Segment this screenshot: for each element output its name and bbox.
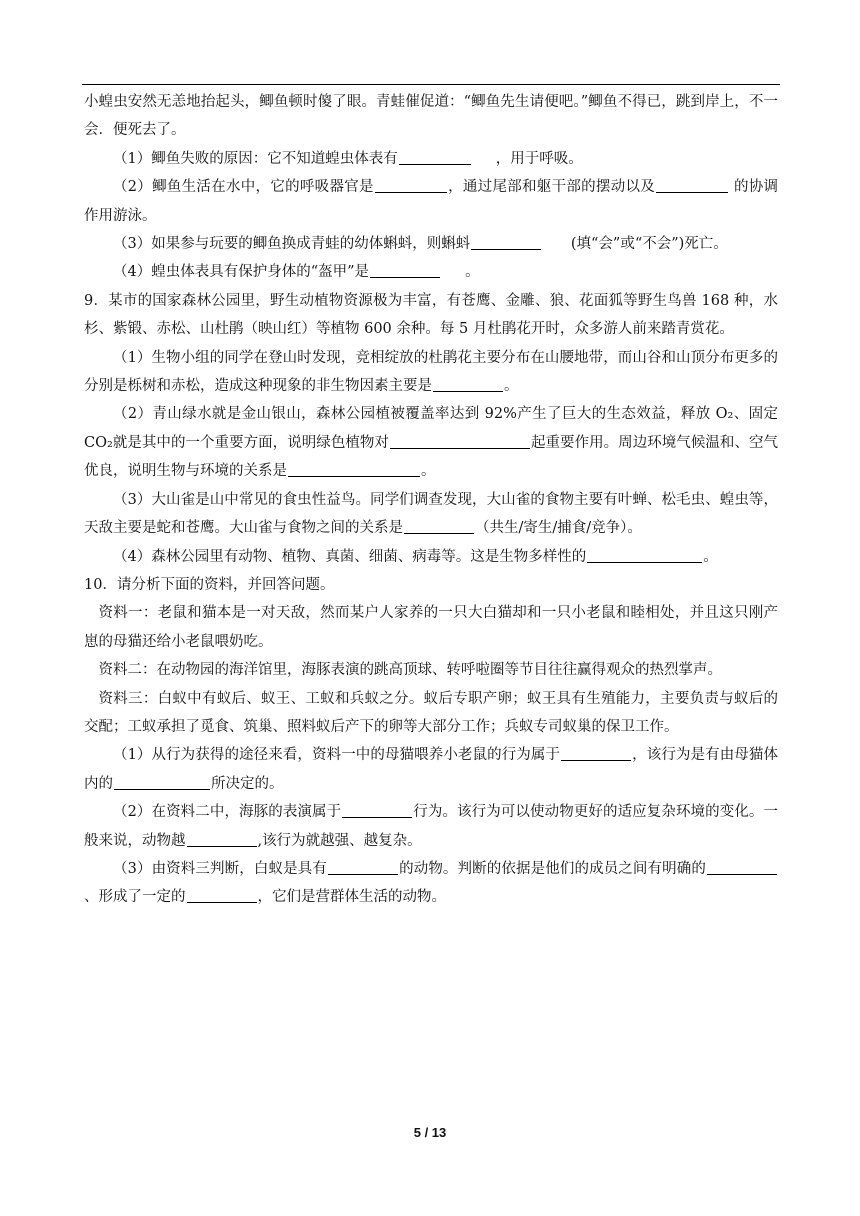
material-1: 资料一：老鼠和猫本是一对天敌，然而某户人家养的一只大白猫却和一只小老鼠和睦相处，并且这只刚产崽的母猫还给小老鼠喂奶吃。	[84, 605, 778, 650]
answer-blank[interactable]	[288, 462, 420, 478]
material-2: 资料二：在动物园的海洋馆里，海豚表演的跳高顶球、转呼啦圈等节目往往赢得观众的热烈掌声。	[98, 662, 722, 679]
question-10-stem: 10．请分析下面的资料，并回答问题。	[84, 576, 335, 593]
answer-blank[interactable]	[404, 519, 474, 535]
answer-blank[interactable]	[375, 178, 447, 194]
question-10-1: （1）从行为获得的途径来看，资料一中的母猫喂养小老鼠的行为属于 ，该行为是有由母猫体内的 所决定的。	[84, 747, 778, 792]
answer-blank[interactable]	[656, 178, 728, 194]
question-9-3: （3）大山雀是山中常见的食虫性益鸟。同学们调查发现，大山雀的食物主要有叶蝉、松毛虫、蝗虫等，天敌主要是蛇和苍鹰。大山雀与食物之间的关系是 （共生/寄生/捕食/竞争）。	[84, 491, 778, 537]
answer-blank[interactable]	[342, 803, 412, 819]
answer-blank[interactable]	[370, 263, 440, 279]
answer-blank[interactable]	[561, 746, 631, 762]
answer-blank[interactable]	[114, 774, 210, 790]
question-8-1: （1）鲫鱼失败的原因：它不知道蝗虫体表有 ，用于呼吸。	[113, 150, 583, 167]
document-body	[84, 88, 778, 912]
answer-blank[interactable]	[471, 235, 541, 251]
question-8-4: （4）蝗虫体表具有保护身体的“盔甲”是 。	[113, 264, 480, 281]
answer-blank[interactable]	[587, 547, 702, 563]
paragraph-story-end: 小蝗虫安然无恙地抬起头，鲫鱼顿时傻了眼。青蛙催促道：“鲫鱼先生请便吧。”鲫鱼不得已，跳到岸上，不一会．便死去了。	[84, 94, 778, 139]
answer-blank[interactable]	[187, 831, 257, 847]
question-9-2: （2）青山绿水就是金山银山，森林公园植被覆盖率达到 92%产生了巨大的生态效益，释放 O₂、固定 CO₂就是其中的一个重要方面，说明绿色植物对 起重要作用。周边环境气候温和、空气优良，说明生物与环境的关系是 。	[84, 406, 779, 480]
question-9-4: （4）森林公园里有动物、植物、真菌、细菌、病毒等。这是生物多样性的 。	[113, 548, 718, 565]
question-8-2: （2）鲫鱼生活在水中，它的呼吸器官是 ，通过尾部和躯干部的摆动以及 的协调作用游泳。	[84, 179, 779, 224]
answer-blank[interactable]	[328, 859, 398, 875]
question-9-1: （1）生物小组的同学在登山时发现，竞相绽放的杜鹃花主要分布在山腰地带，而山谷和山顶分布更多的分别是栎树和赤松，造成这种现象的非生物因素主要是 。	[84, 349, 778, 395]
header-rule	[82, 84, 780, 85]
question-10-2: （2）在资料二中，海豚的表演属于 行为。该行为可以使动物更好的适应复杂环境的变化。一般来说，动物越 ,该行为就越强、越复杂。	[84, 804, 778, 849]
answer-blank[interactable]	[433, 377, 503, 393]
answer-blank[interactable]	[390, 433, 530, 449]
question-9-stem: 9．某市的国家森林公园里，野生动植物资源极为丰富，有苍鹰、金雕、狼、花面狐等野生鸟兽 168 种，水杉、紫锻、赤松、山杜鹃（映山红）等植物 600 余种。每 5 月杜鹃花开时，众多游人前来踏青赏花。	[84, 292, 778, 338]
material-3: 资料三：白蚁中有蚁后、蚁王、工蚁和兵蚁之分。蚁后专职产卵；蚁王具有生殖能力，主要负责与蚁后的交配；工蚁承担了觅食、筑巢、照料蚁后产下的卵等大部分工作；兵蚁专司蚁巢的保卫工作。	[84, 690, 778, 735]
answer-blank[interactable]	[187, 888, 257, 904]
question-8-3: （3）如果参与玩要的鲫鱼换成青蛙的幼体蝌蚪，则蝌蚪 (填“会”或“不会”)死亡。	[113, 236, 728, 253]
question-10-3: （3）由资料三判断，白蚁是具有 的动物。判断的依据是他们的成员之间有明确的、形成了一定的 ，它们是营群体生活的动物。	[84, 855, 778, 912]
answer-blank[interactable]	[707, 859, 777, 875]
page-number: 5 / 13	[413, 1125, 447, 1140]
answer-blank[interactable]	[399, 149, 471, 165]
